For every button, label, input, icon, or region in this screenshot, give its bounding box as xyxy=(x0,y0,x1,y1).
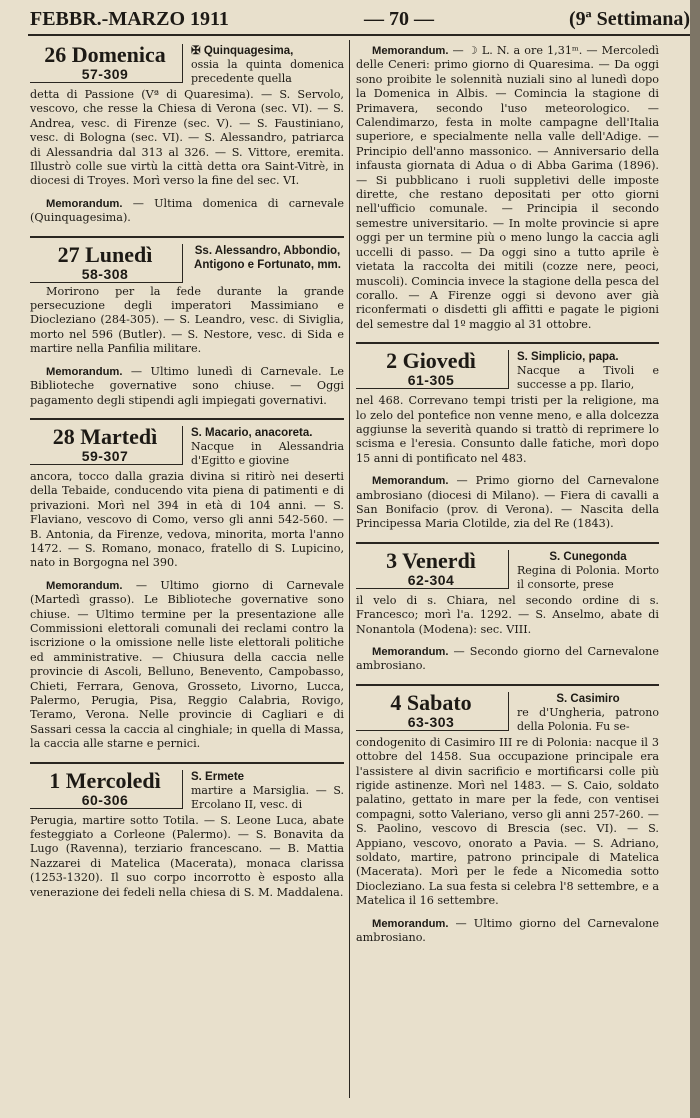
memorandum xyxy=(30,197,344,226)
day-box xyxy=(30,423,183,465)
memorandum xyxy=(356,44,659,332)
saint-title xyxy=(509,692,659,734)
day-name: 28 Martedì xyxy=(52,423,158,449)
entry-separator xyxy=(30,418,344,420)
memorandum xyxy=(356,645,659,674)
memorandum-text: — Secondo giorno del Carnevalone ambrosiano. xyxy=(356,645,659,673)
saint-description: re d'Ungheria, patrono della Polonia. Fu se- xyxy=(517,705,659,733)
header-rule xyxy=(28,34,692,36)
saint-name: ✠ Quinquagesima, xyxy=(191,45,294,57)
entry-separator xyxy=(356,542,659,544)
saint-description: Nacque a Tivoli e successe a pp. Ilario, xyxy=(517,364,659,392)
day-header xyxy=(356,547,659,592)
day-box xyxy=(356,689,509,731)
saint-title xyxy=(183,44,344,86)
header-week: (9ª Settimana) xyxy=(569,7,690,30)
day-header xyxy=(30,44,344,86)
entry-separator xyxy=(30,762,344,764)
memorandum-text: — Primo giorno del Carnevalone ambrosiano (diocesi di Milano). — Fiera di cavalli a San Bonifacio (prov. di Verona). — Nascita della Principessa Maria Clotilde, zia del Re (1843). xyxy=(356,474,659,531)
memorandum xyxy=(30,365,344,408)
day-box xyxy=(356,547,509,589)
entry-separator xyxy=(30,236,344,238)
memorandum-label: Memorandum. xyxy=(372,475,449,488)
day-header xyxy=(30,767,344,812)
day-number: 57-309 xyxy=(81,66,129,82)
saint-description: ossia la quinta domenica precedente quella xyxy=(191,58,344,85)
right-column xyxy=(356,40,659,1098)
day-name: 1 Mercoledì xyxy=(49,767,161,793)
entry-4-sabato xyxy=(356,689,659,946)
day-header xyxy=(356,689,659,734)
day-name: 3 Venerdì xyxy=(386,547,476,573)
left-column xyxy=(30,40,344,1098)
day-name: 2 Giovedì xyxy=(386,348,476,374)
memorandum-label: Memorandum. xyxy=(372,646,449,658)
saint-description: Regina di Polonia. Morto il consorte, prese xyxy=(517,563,659,591)
day-number: 63-303 xyxy=(407,713,455,730)
saint-name: S. Macario, anacoreta. xyxy=(191,426,313,439)
page-edge xyxy=(690,0,700,1118)
day-name: 27 Lunedì xyxy=(57,241,153,267)
memorandum-label: Memorandum. xyxy=(46,579,123,592)
entry-separator xyxy=(356,684,659,686)
entry-27-lunedi xyxy=(30,241,344,408)
entry-2-giovedi xyxy=(356,350,659,532)
entry-body: nel 468. Correvano tempi tristi per la religione, ma lo zelo del pontefice non venne meno, e alla dolcezza aggiunse la severità quando si trattò di reprimere lo scisma e l'eresia. Consunto dalle fatiche, morì dopo 15 anni di pontificato nel 483. xyxy=(356,394,659,465)
entry-28-martedi xyxy=(30,423,345,752)
day-header xyxy=(356,350,659,392)
saint-name: S. Casimiro xyxy=(556,692,620,705)
entry-26-domenica xyxy=(30,44,344,226)
saint-name: S. Simplicio, papa. xyxy=(517,351,619,364)
page-header xyxy=(30,6,690,32)
entry-body: il velo di s. Chiara, nel secondo ordine di s. Francesco; morì l'a. 1292. — S. Anselmo, abate di Nonantola (Modena): sec. VIII. xyxy=(356,593,659,636)
entry-body: condogenito di Casimiro III re di Polonia: nacque il 3 ottobre del 1458. Sua occupazione principale era l'assistere al divin sacrificio e mortificarsi colle più rigide astinenze. Morì nel 1483. — S. Caio, soldato palatino, gettato in mare per la fede, con ventisei compagni, sotto Valeriano, verso gli anni 257-260. — S. Paolino, vescovo di Brescia (sec. VI). — S. Appiano, vescovo, onorato a Pavia. — S. Adriano, soldato, martire, patrono principale di Matelica (Macerata). Morì per le fede a Nicomedia sotto Diocleziano. La sua festa si celebra l'8 settembre, e a Matelica il 16 settembre. xyxy=(356,735,659,908)
header-page-number: — 70 — xyxy=(363,7,434,30)
saint-description: martire a Marsiglia. — S. Ercolano II, vesc. di xyxy=(191,783,344,811)
day-number: 58-308 xyxy=(81,265,129,282)
day-name: 4 Sabato xyxy=(390,689,472,715)
day-name: 26 Domenica xyxy=(44,42,166,67)
memorandum-label: Memorandum. xyxy=(372,917,449,930)
memorandum-label: Memorandum. xyxy=(46,197,123,210)
saint-name: S. Cunegonda xyxy=(549,550,627,563)
saint-title xyxy=(183,426,344,468)
memorandum-text: — Ultimo giorno di Carnevale (Martedì grasso). Le Biblioteche governative sono chiuse. — Ultimo termine per la presentazione alle Commissioni elettorali comunali dei reclami contro la iscrizione o la omissione nelle liste elettorali politiche ed amministrative. — Chiusura della caccia nelle provincie di Ascoli, Belluno, Benevento, Campobasso, Chieti, Ferrara, Genova, Grosseto, Livorno, Lucca, Palermo, Perugia, Pisa, Reggio Calabria, Rovigo, Teramo, Verona. Nelle provincie di Cagliari e di Sassari cessa la caccia al cinghiale; in quella di Massa, la caccia alle starne e pernici. xyxy=(30,578,345,751)
day-box xyxy=(30,767,183,809)
entry-body: ancora, tocco dalla grazia divina si ritirò nei deserti della Tebaide, conducendo vita piena di patimenti e di privazioni. Morì nel 394 in età di 104 anni. — S. Flaviano, vescovo di Como, verso gli anni 542-560. — B. Antonia, da Firenze, vedova, minorita, morta l'anno 1472. — S. Romano, monaco, fratello di S. Lupicino, nato in Borgogna nel 390. xyxy=(30,469,344,570)
day-number: 62-304 xyxy=(407,571,455,588)
entry-separator xyxy=(356,342,659,344)
memorandum-text: — Ultimo giorno del Carnevalone ambrosiano. xyxy=(356,916,659,945)
entry-body: detta di Passione (Vª di Quaresima). — S. Servolo, vescovo, che resse la Chiesa di Verona (sec. VI). — S. Andrea, vesc. di Firenze (sec. V). — S. Faustiniano, vesc. di Bologna (sec. VI). — S. Alessandro, patriarca di Alessandria dal 313 al 326. — S. Vittore, eremita. Illustrò colle sue virtù la città detta ora Saint-Vitrè, in diocesi di Troyes. Morì verso la fine del sec. VI. xyxy=(30,88,344,188)
saint-name: S. Ermete xyxy=(191,770,245,783)
saint-title: Ss. Alessandro, Abbondio, Antigono e Fortunato, mm. xyxy=(194,244,341,271)
entry-body: Morirono per la fede durante la grande persecuzione degli imperatori Massimiano e Diocleziano (284-305). — S. Leandro, vesc. di Siviglia, morto nel 596 (Butler). — S. Nestore, vesc. di Sida e martire nella Panfilia militare. xyxy=(30,284,344,356)
day-box xyxy=(30,44,183,83)
day-header xyxy=(30,241,344,283)
day-number: 61-305 xyxy=(407,372,455,389)
memorandum xyxy=(356,474,659,532)
saint-title xyxy=(509,350,659,392)
day-box xyxy=(356,350,509,389)
memorandum-label: Memorandum. xyxy=(372,45,449,57)
saint-title xyxy=(509,550,659,592)
memorandum xyxy=(356,917,659,946)
memorandum xyxy=(30,579,344,752)
memorandum-label: Memorandum. xyxy=(46,365,123,378)
day-box xyxy=(30,241,183,283)
memorandum-text: — Ultimo lunedì di Carnevale. Le Biblioteche governative sono chiuse. — Oggi pagamento degli stipendi agli impiegati governativi. xyxy=(30,364,344,407)
entry-body: Perugia, martire sotto Totila. — S. Leone Luca, abate festeggiato a Corleone (Palermo). — S. Bonavita da Lugo (Ravenna), terziario francescano. — B. Mattia Nazzarei di Matelica (Macerata), monaca clarissa (1253-1320). Il suo corpo incorrotto è esposto alla venerazione dei fedeli nella chiesa di S. M. Maddalena. xyxy=(30,813,344,899)
day-number: 59-307 xyxy=(81,447,129,464)
day-header xyxy=(30,423,344,468)
saint-description: Nacque in Alessandria d'Egitto e giovine xyxy=(191,439,344,467)
memorandum-text: — ☽ L. N. a ore 1,31ᵐ. — Mercoledì delle Ceneri: primo giorno di Quaresima. — Da oggi sono proibite le solennità nuziali sino al lunedì dopo la Domenica in Albis. — Comincia la stagione di Primavera, secondo l'uso meteorologico. — Calendimarzo, festa in molte campagne dell'Italia superiore, e specialmente nella valle dell'Adige. — Principio dell'anno massonico. — Anniversario della infausta giornata di Adua o di Abba Garima (1896). — Si pubblicano i ruoli suppletivi delle imposte dirette, che restano depositati per otto giorni nell'ufficio comunale. — Principia il secondo semestre universitario. — In molte provincie si apre oggi per un termine più o meno lungo la caccia agli uccelli di passo. — Da oggi sino a tutto aprile è vietata la raccolta dei mitili (cozze nere, peoci, muscoli). Comincia invece la stagione della pesca del corallo. — A Firenze oggi si devono aver già riconfermati o disdetti gli affitti e pagate le pigioni del semestre dal 1º maggio al 31 ottobre. xyxy=(356,44,659,331)
memorandum-text: — Ultima domenica di carnevale (Quinquagesima). xyxy=(30,196,344,225)
saint-title xyxy=(183,770,344,812)
entry-1-mercoledi-memorandum xyxy=(356,44,659,332)
day-number: 60-306 xyxy=(81,791,129,808)
header-months: FEBBR.-MARZO 1911 xyxy=(30,7,229,30)
column-divider xyxy=(349,40,350,1098)
entry-1-mercoledi xyxy=(30,767,344,900)
entry-3-venerdi xyxy=(356,547,659,674)
